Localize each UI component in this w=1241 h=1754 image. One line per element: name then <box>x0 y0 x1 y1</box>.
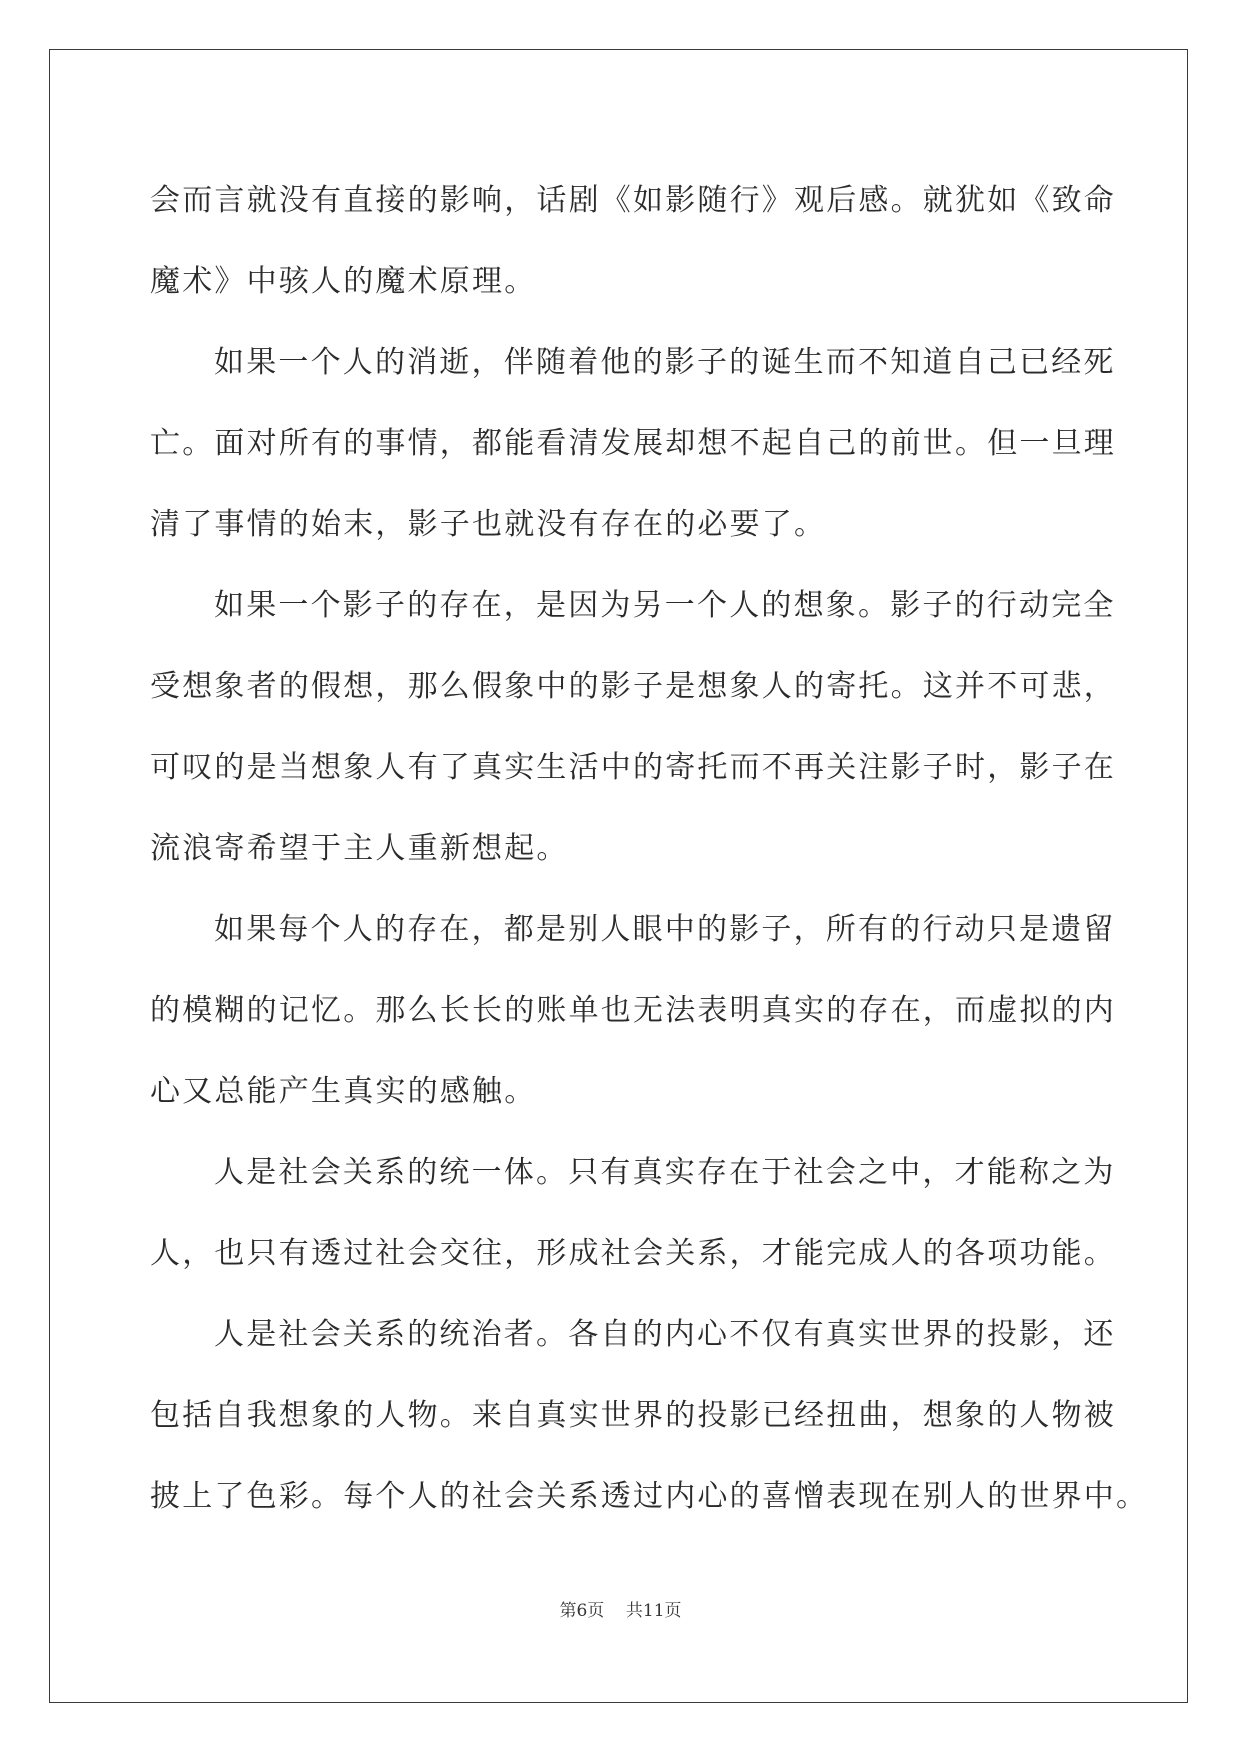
text-line: 清了事情的始末，影子也就没有存在的必要了。 <box>150 507 827 542</box>
paragraph <box>150 322 1116 565</box>
text-line: 人，也只有透过社会交往，形成社会关系，才能完成人的各项功能。 <box>150 1236 1116 1271</box>
text-line: 受想象者的假想，那么假象中的影子是想象人的寄托。这并不可悲， <box>150 669 1116 704</box>
text-line: 会而言就没有直接的影响，话剧《如影随行》观后感。就犹如《致命 <box>150 183 1116 218</box>
text-line: 如果每个人的存在，都是别人眼中的影子，所有的行动只是遗留 <box>214 912 1116 947</box>
text-line: 人是社会关系的统一体。只有真实存在于社会之中，才能称之为 <box>214 1155 1116 1190</box>
text-line: 的模糊的记忆。那么长长的账单也无法表明真实的存在，而虚拟的内 <box>150 993 1116 1028</box>
text-line: 心又总能产生真实的感触。 <box>150 1074 537 1109</box>
paragraph <box>150 565 1116 889</box>
paragraph <box>150 160 1116 322</box>
text-line: 魔术》中骇人的魔术原理。 <box>150 264 537 299</box>
text-line: 如果一个人的消逝，伴随着他的影子的诞生而不知道自己已经死 <box>214 345 1116 380</box>
page-footer <box>0 1596 1241 1621</box>
text-line: 如果一个影子的存在，是因为另一个人的想象。影子的行动完全 <box>214 588 1116 623</box>
paragraph <box>150 1294 1149 1537</box>
page-total: 共11页 <box>625 1601 682 1621</box>
page-number: 第6页 <box>559 1601 605 1621</box>
text-line: 披上了色彩。每个人的社会关系透过内心的喜憎表现在别人的世界中。 <box>150 1479 1149 1514</box>
paragraph <box>150 889 1116 1132</box>
text-line: 可叹的是当想象人有了真实生活中的寄托而不再关注影子时，影子在 <box>150 750 1116 785</box>
text-line: 亡。面对所有的事情，都能看清发展却想不起自己的前世。但一旦理 <box>150 426 1116 461</box>
text-line: 人是社会关系的统治者。各自的内心不仅有真实世界的投影，还 <box>214 1317 1116 1352</box>
document-body <box>150 160 1149 1537</box>
paragraph <box>150 1132 1116 1294</box>
text-line: 流浪寄希望于主人重新想起。 <box>150 831 569 866</box>
text-line: 包括自我想象的人物。来自真实世界的投影已经扭曲，想象的人物被 <box>150 1398 1116 1433</box>
